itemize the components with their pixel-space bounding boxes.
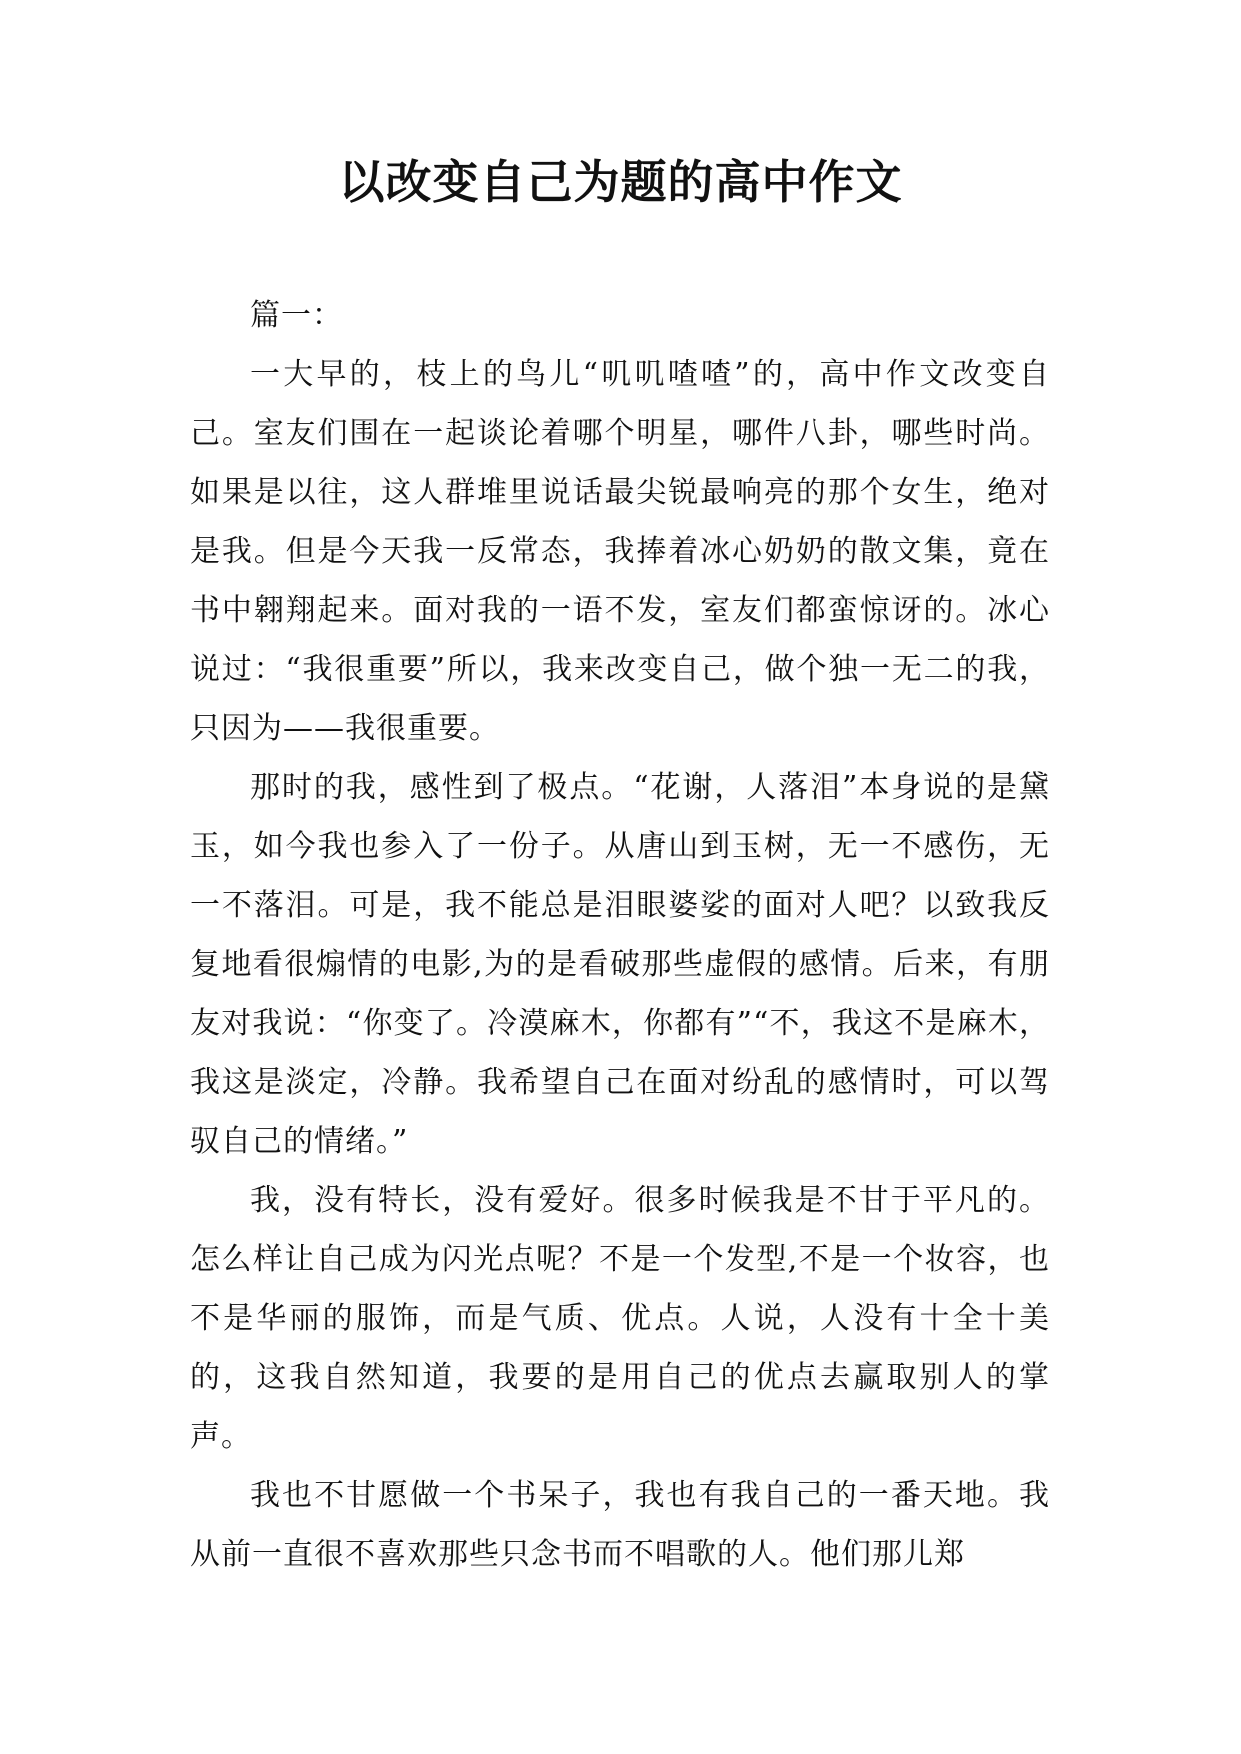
- paragraph: 我也不甘愿做一个书呆子，我也有我自己的一番天地。我从前一直很不喜欢那些只念书而不唱歌的人。他们那儿郑: [190, 1478, 1050, 1572]
- paragraph-section-label: 篇一：: [250, 298, 343, 333]
- paragraph: 我，没有特长，没有爱好。很多时候我是不甘于平凡的。怎么样让自己成为闪光点呢？不是一个发型,不是一个妆容，也不是华丽的服饰，而是气质、优点。人说，人没有十全十美的，这我自然知道，我要的是用自己的优点去赢取别人的掌声。: [190, 1183, 1050, 1454]
- paragraph: 那时的我，感性到了极点。“花谢，人落泪”本身说的是黛玉，如今我也参入了一份子。从唐山到玉树，无一不感伤，无一不落泪。可是，我不能总是泪眼婆娑的面对人吧？以致我反复地看很煽情的电影,为的是看破那些虚假的感情。后来，有朋友对我说：“你变了。冷漠麻木，你都有”“不，我这不是麻木，我这是淡定，冷静。我希望自己在面对纷乱的感情时，可以驾驭自己的情绪。”: [190, 770, 1050, 1159]
- paragraph: 一大早的，枝上的鸟儿“叽叽喳喳”的，高中作文改变自己。室友们围在一起谈论着哪个明星，哪件八卦，哪些时尚。如果是以往，这人群堆里说话最尖锐最响亮的那个女生，绝对是我。但是今天我一反常态，我捧着冰心奶奶的散文集，竟在书中翱翔起来。面对我的一语不发，室友们都蛮惊讶的。冰心说过：“我很重要”所以，我来改变自己，做个独一无二的我，只因为——我很重要。: [190, 357, 1050, 746]
- document-body: [190, 286, 1050, 1584]
- document-title: 以改变自己为题的高中作文: [338, 155, 903, 209]
